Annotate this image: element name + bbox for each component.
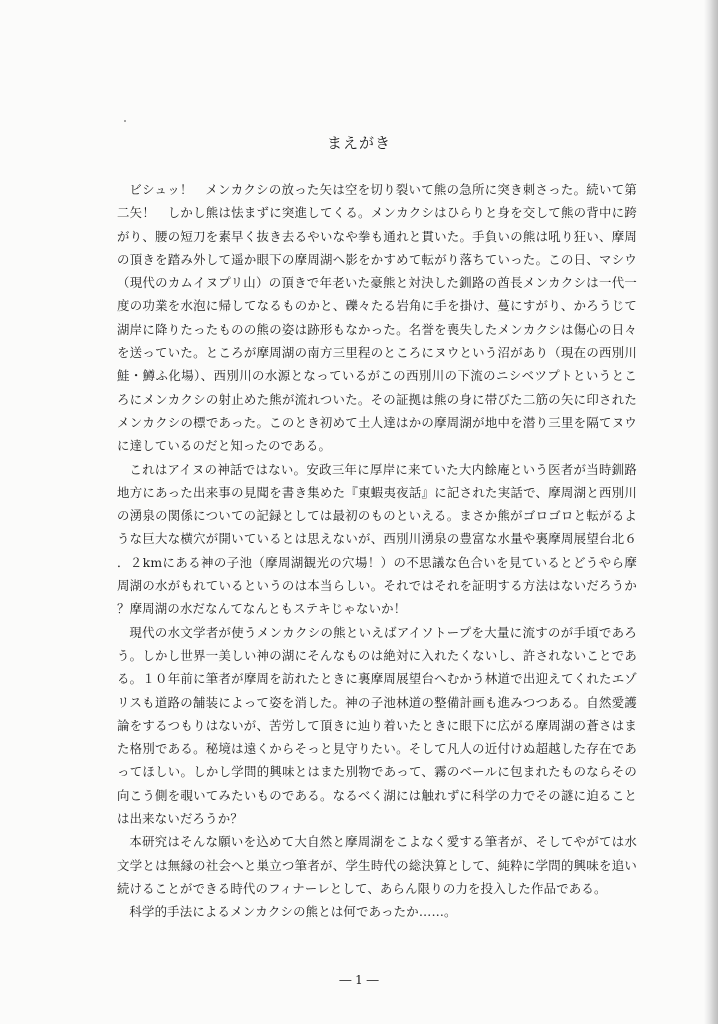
paper-edge-shadow [704,0,718,1024]
paragraph-4: 本研究はそんな願いを込めて大自然と摩周湖をこよなく愛する筆者が、そしてやがては水文学とは無縁の社会へと巣立つ筆者が、学生時代の総決算として、純粋に学問的興味を追い続けることができる時代のフィナーレとして、あらん限りの力を投入した作品である。 [117,834,637,896]
page-title: まえがき [326,134,391,152]
page-number: ― 1 ― [339,973,379,987]
body-text [117,178,637,924]
paragraph-3: 現代の水文学者が使うメンカクシの熊といえばアイソトープを大量に流すのが手頃であろう。しかし世界一美しい神の湖にそんなものは絶対に入れたくないし、許されないことである。１０年前に筆者が摩周を訪れたときに裏摩周展望台へむかう林道で出迎えてくれたエゾリスも道路の舗装によって姿を消した。神の子池林道の整備計画も進みつつある。自然愛護論をするつもりはないが、苦労して頂きに辿り着いたときに眼下に広がる摩周湖の蒼さはまた格別である。秘境は遠くからそっと見守りたい。そして凡人の近付けぬ超越した存在であってほしい。しかし学問的興味とはまた別物であって、霧のベールに包まれたものならその向こう側を覗いてみたいものである。なるべく湖には触れずに科学の力でその謎に迫ることは出来ないだろうか？ [117,624,637,827]
paragraph-5: 科学的手法によるメンカクシの熊とは何であったか……。 [129,904,457,920]
paragraph-1: ビシュッ！ メンカクシの放った矢は空を切り裂いて熊の急所に突き刺さった。続いて第二矢！ しかし熊は怯まずに突進してくる。メンカクシはひらりと身を交して熊の背中に跨がり、腰の短刀を素早く抜き去るやいなや拳も通れと貫いた。手負いの熊は吼り狂い、摩周の頂きを踏み外して遥か眼下の摩周湖へ影をかすめて転がり落ちていった。この日、マシウ（現代のカムイヌプリ山）の頂きで年老いた豪熊と対決した釧路の酋長メンカクシは一代一度の功業を水泡に帰してなるものかと、礫々たる岩角に手を掛け、蔓にすがり、かろうじて湖岸に降りたったものの熊の姿は跡形もなかった。名誉を喪失したメンカクシは傷心の日々を送っていた。ところが摩周湖の南方三里程のところにヌウという沼があり（現在の西別川鮭・鱒ふ化場）、西別川の水源となっているがこの西別川の下流のニシベツプトというところにメンカクシの射止めた熊が流れついた。その証拠は熊の身に帯びた二筋の矢に印されたメンカクシの標であった。このとき初めて土人達はかの摩周湖が地中を潜り三里を隔てヌウに達しているのだと知ったのである。 [117,182,637,454]
paragraph-2: これはアイヌの神話ではない。安政三年に厚岸に来ていた大内餘庵という医者が当時釧路地方にあった出来事の見聞を書き集めた『東蝦夷夜話』に記された実話で、摩周湖と西別川の湧泉の関係についての記録としては最初のものといえる。まさか熊がゴロゴロと転がるような巨大な横穴が開いているとは思えないが、西別川湧泉の豊富な水量や裏摩周展望台北６．２kmにある神の子池（摩周湖観光の穴場！）の不思議な色合いを見ているとどうやら摩周湖の水がもれているというのは本当らしい。それではそれを証明する方法はないだろうか？摩周湖の水だなんてなんともステキじゃないか！ [117,461,637,617]
scan-speck [124,120,126,122]
